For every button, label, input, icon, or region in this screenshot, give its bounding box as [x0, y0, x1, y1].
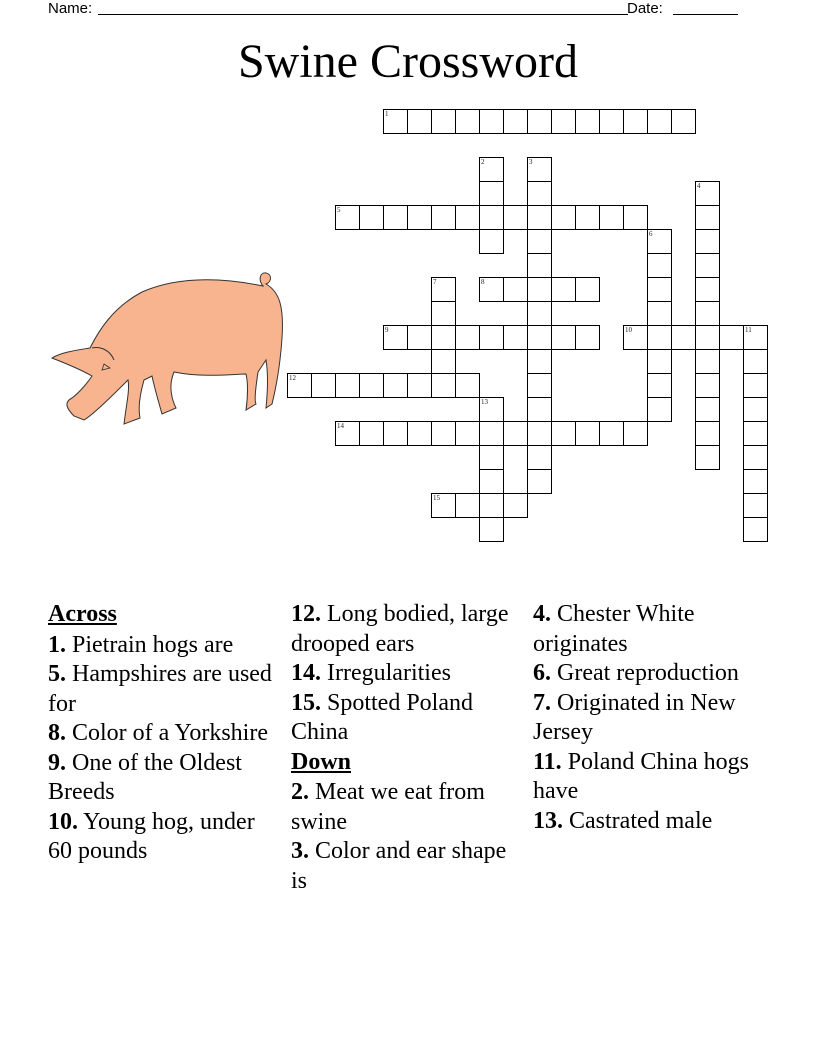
grid-cell[interactable]	[695, 181, 720, 206]
grid-cell[interactable]	[527, 325, 552, 350]
worksheet-header	[48, 0, 748, 20]
grid-cell[interactable]	[359, 205, 384, 230]
grid-cell[interactable]	[503, 277, 528, 302]
grid-cell[interactable]	[551, 421, 576, 446]
grid-cell[interactable]	[527, 253, 552, 278]
grid-cell[interactable]	[743, 373, 768, 398]
grid-cell[interactable]	[431, 421, 456, 446]
grid-cell[interactable]	[527, 301, 552, 326]
grid-cell[interactable]	[551, 205, 576, 230]
grid-cell[interactable]	[383, 205, 408, 230]
grid-cell[interactable]	[743, 517, 768, 542]
clue-number: 4	[697, 182, 701, 190]
grid-cell[interactable]	[503, 493, 528, 518]
grid-cell[interactable]	[743, 349, 768, 374]
grid-cell[interactable]	[455, 205, 480, 230]
grid-cell[interactable]	[527, 205, 552, 230]
clue-down-7: 7. Originated in New Jersey	[533, 689, 736, 745]
clues-column-1	[48, 600, 283, 867]
grid-cell[interactable]	[335, 373, 360, 398]
grid-cell[interactable]	[455, 109, 480, 134]
grid-cell[interactable]	[479, 109, 504, 134]
grid-cell[interactable]	[575, 325, 600, 350]
clue-number: 15	[433, 494, 440, 502]
grid-cell[interactable]	[431, 373, 456, 398]
grid-cell[interactable]	[743, 493, 768, 518]
grid-cell[interactable]	[527, 397, 552, 422]
grid-cell[interactable]	[527, 421, 552, 446]
grid-cell[interactable]	[575, 109, 600, 134]
grid-cell[interactable]	[431, 325, 456, 350]
grid-cell[interactable]	[527, 469, 552, 494]
grid-cell[interactable]	[431, 109, 456, 134]
grid-cell[interactable]	[647, 373, 672, 398]
grid-cell[interactable]	[527, 109, 552, 134]
grid-cell[interactable]	[719, 325, 744, 350]
grid-cell[interactable]	[431, 349, 456, 374]
grid-cell[interactable]	[479, 493, 504, 518]
date-field[interactable]	[673, 14, 738, 15]
grid-cell[interactable]	[695, 373, 720, 398]
grid-cell[interactable]	[527, 349, 552, 374]
grid-cell[interactable]	[527, 277, 552, 302]
grid-cell[interactable]	[743, 445, 768, 470]
grid-cell[interactable]	[431, 493, 456, 518]
grid-cell[interactable]	[455, 373, 480, 398]
pig-icon	[44, 268, 288, 432]
grid-cell[interactable]	[479, 397, 504, 422]
name-label: Name:	[48, 0, 93, 17]
grid-cell[interactable]	[647, 277, 672, 302]
clue-number: 14	[337, 422, 344, 430]
grid-cell[interactable]	[575, 277, 600, 302]
clue-number: 8	[481, 278, 485, 286]
grid-cell[interactable]	[623, 109, 648, 134]
grid-cell[interactable]	[431, 205, 456, 230]
grid-cell[interactable]	[479, 469, 504, 494]
down-heading: Down	[291, 748, 352, 775]
grid-cell[interactable]	[695, 397, 720, 422]
grid-cell[interactable]	[647, 229, 672, 254]
clue-number: 6	[649, 230, 653, 238]
grid-cell[interactable]	[503, 205, 528, 230]
grid-cell[interactable]	[695, 229, 720, 254]
grid-cell[interactable]	[431, 277, 456, 302]
grid-cell[interactable]	[695, 349, 720, 374]
name-field[interactable]	[98, 14, 628, 15]
grid-cell[interactable]	[647, 253, 672, 278]
grid-cell[interactable]	[359, 373, 384, 398]
grid-cell[interactable]	[647, 325, 672, 350]
grid-cell[interactable]	[575, 205, 600, 230]
grid-cell[interactable]	[335, 421, 360, 446]
grid-cell[interactable]	[623, 325, 648, 350]
grid-cell[interactable]	[695, 205, 720, 230]
grid-cell[interactable]	[743, 421, 768, 446]
grid-cell[interactable]	[623, 421, 648, 446]
clue-down-6: 6. Great reproduction	[533, 660, 739, 686]
clue-across-10: 10. Young hog, under 60 pounds	[48, 808, 255, 864]
page-title: Swine Crossword	[237, 35, 578, 88]
grid-cell[interactable]	[479, 205, 504, 230]
grid-cell[interactable]	[383, 325, 408, 350]
clue-number: 11	[745, 326, 752, 334]
clue-across-8: 8. Color of a Yorkshire	[48, 720, 268, 746]
grid-cell[interactable]	[479, 277, 504, 302]
grid-cell[interactable]	[479, 157, 504, 182]
grid-cell[interactable]	[695, 421, 720, 446]
grid-cell[interactable]	[695, 277, 720, 302]
grid-cell[interactable]	[383, 109, 408, 134]
clue-number: 13	[481, 398, 488, 406]
grid-cell[interactable]	[647, 349, 672, 374]
grid-cell[interactable]	[479, 517, 504, 542]
grid-cell[interactable]	[311, 373, 336, 398]
grid-cell[interactable]	[695, 445, 720, 470]
clue-number: 3	[529, 158, 533, 166]
clue-down-3: 3. Color and ear shape is	[291, 838, 507, 894]
grid-cell[interactable]	[623, 205, 648, 230]
grid-cell[interactable]	[671, 325, 696, 350]
clue-across-15: 15. Spotted Poland China	[291, 689, 474, 745]
grid-cell[interactable]	[551, 325, 576, 350]
grid-cell[interactable]	[479, 229, 504, 254]
clue-number: 5	[337, 206, 341, 214]
grid-cell[interactable]	[455, 421, 480, 446]
crossword-grid	[288, 110, 768, 542]
grid-cell[interactable]	[551, 109, 576, 134]
date-label: Date:	[627, 0, 663, 17]
clue-across-9: 9. One of the Oldest Breeds	[48, 749, 242, 805]
clue-down-13: 13. Castrated male	[533, 807, 713, 834]
grid-cell[interactable]	[479, 181, 504, 206]
grid-cell[interactable]	[407, 325, 432, 350]
grid-cell[interactable]	[407, 205, 432, 230]
clue-number: 9	[385, 326, 389, 334]
grid-cell[interactable]	[383, 373, 408, 398]
grid-cell[interactable]	[407, 421, 432, 446]
grid-cell[interactable]	[455, 493, 480, 518]
grid-cell[interactable]	[743, 325, 768, 350]
clue-across-12: 12. Long bodied, large drooped ears	[291, 601, 509, 657]
grid-cell[interactable]	[575, 421, 600, 446]
grid-cell[interactable]	[695, 301, 720, 326]
grid-cell[interactable]	[599, 109, 624, 134]
grid-cell[interactable]	[599, 205, 624, 230]
grid-cell[interactable]	[407, 109, 432, 134]
clue-number: 1	[385, 110, 389, 118]
grid-cell[interactable]	[527, 181, 552, 206]
clue-down-11: 11. Poland China hogs have	[533, 748, 750, 804]
grid-cell[interactable]	[503, 325, 528, 350]
clue-number: 12	[289, 374, 296, 382]
grid-cell[interactable]	[431, 301, 456, 326]
grid-cell[interactable]	[503, 421, 528, 446]
grid-cell[interactable]	[503, 109, 528, 134]
clue-number: 2	[481, 158, 485, 166]
grid-cell[interactable]	[383, 421, 408, 446]
clue-down-4: 4. Chester White originates	[533, 601, 695, 657]
grid-cell[interactable]	[527, 229, 552, 254]
grid-cell[interactable]	[647, 301, 672, 326]
grid-cell[interactable]	[647, 109, 672, 134]
clue-across-1: 1. Pietrain hogs are	[48, 631, 234, 658]
clue-number: 7	[433, 278, 437, 286]
grid-cell[interactable]	[527, 373, 552, 398]
grid-cell[interactable]	[407, 373, 432, 398]
grid-cell[interactable]	[455, 325, 480, 350]
grid-cell[interactable]	[695, 253, 720, 278]
grid-cell[interactable]	[479, 445, 504, 470]
clue-number: 10	[625, 326, 632, 334]
grid-cell[interactable]	[599, 421, 624, 446]
clues-column-3	[533, 600, 768, 836]
grid-cell[interactable]	[479, 325, 504, 350]
grid-cell[interactable]	[647, 397, 672, 422]
grid-cell[interactable]	[287, 373, 312, 398]
grid-cell[interactable]	[527, 157, 552, 182]
grid-cell[interactable]	[335, 205, 360, 230]
grid-cell[interactable]	[671, 109, 696, 134]
grid-cell[interactable]	[695, 325, 720, 350]
clue-across-14: 14. Irregularities	[291, 660, 451, 686]
grid-cell[interactable]	[743, 469, 768, 494]
grid-cell[interactable]	[551, 277, 576, 302]
grid-cell[interactable]	[359, 421, 384, 446]
grid-cell[interactable]	[479, 421, 504, 446]
across-heading: Across	[48, 601, 117, 627]
grid-cell[interactable]	[527, 445, 552, 470]
grid-cell[interactable]	[743, 397, 768, 422]
clues-column-2	[291, 600, 526, 896]
clue-down-2: 2. Meat we eat from swine	[291, 779, 485, 835]
clue-across-5: 5. Hampshires are used for	[48, 661, 272, 717]
